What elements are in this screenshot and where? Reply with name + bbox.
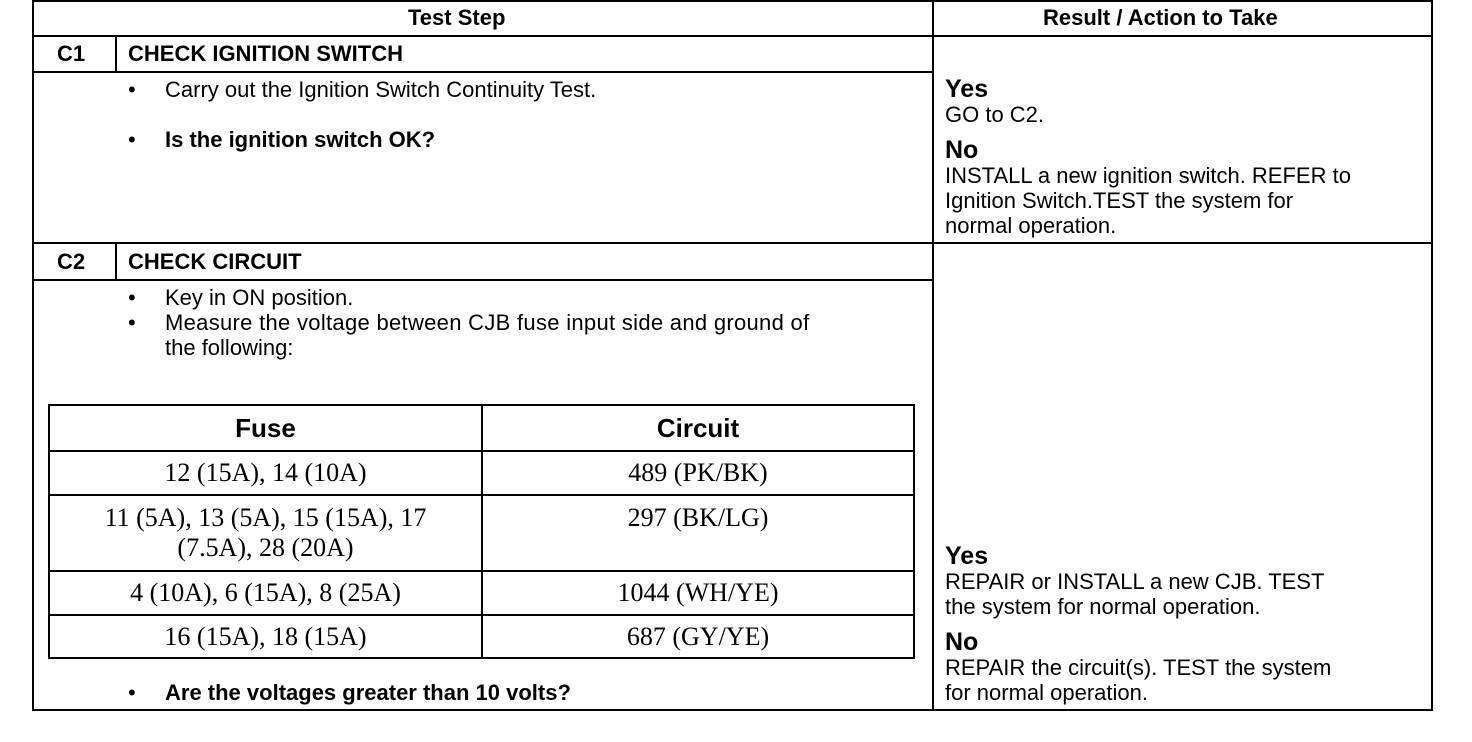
bullet-icon: • xyxy=(128,127,136,152)
c1-step-instruction: Carry out the Ignition Switch Continuity Test. xyxy=(165,77,597,102)
fuse-table-row-divider xyxy=(50,450,913,452)
table-cell-fuse: 12 (15A), 14 (10A) xyxy=(164,458,367,487)
fuse-table-row-divider xyxy=(50,494,913,496)
bullet-icon: • xyxy=(128,77,136,102)
c1-step-title: CHECK IGNITION SWITCH xyxy=(128,41,403,66)
c1-yes-label: Yes xyxy=(945,75,989,103)
fuse-table-row-divider xyxy=(50,570,913,572)
bullet-icon: • xyxy=(128,680,136,705)
c1-title-divider xyxy=(32,71,933,73)
c1-no-label: No xyxy=(945,136,979,164)
c2-step-id: C2 xyxy=(57,249,86,274)
column-divider xyxy=(932,0,934,711)
bullet-icon: • xyxy=(128,285,136,310)
c2-no-label: No xyxy=(945,628,979,656)
test-step-header: Test Step xyxy=(408,5,506,30)
header-divider xyxy=(32,35,1433,37)
c2-step-instruction-continued: the following: xyxy=(165,335,294,360)
c2-step-instruction: Measure the voltage between CJB fuse input side and ground of xyxy=(165,310,810,335)
c2-id-divider xyxy=(115,242,117,280)
fuse-table-row-divider xyxy=(50,614,913,616)
c2-yes-label: Yes xyxy=(945,542,989,570)
table-cell-fuse: 16 (15A), 18 (15A) xyxy=(164,622,367,651)
table-cell-circuit: 1044 (WH/YE) xyxy=(617,578,779,607)
table-cell-fuse: 4 (10A), 6 (15A), 8 (25A) xyxy=(130,578,401,607)
c2-title-divider xyxy=(32,279,933,281)
table-cell-circuit: 489 (PK/BK) xyxy=(628,458,768,487)
fuse-circuit-table xyxy=(48,404,915,659)
c1-step-id: C1 xyxy=(57,41,86,66)
c1-no-action: INSTALL a new ignition switch. REFER to Ignition Switch.TEST the system for normal operation. xyxy=(945,163,1351,238)
c2-no-action: REPAIR the circuit(s). TEST the system for normal operation. xyxy=(945,655,1332,705)
c1-c2-divider xyxy=(32,242,1433,244)
c2-yes-action: REPAIR or INSTALL a new CJB. TEST the system for normal operation. xyxy=(945,569,1325,619)
c2-step-instruction: Key in ON position. xyxy=(165,285,354,310)
c1-id-divider xyxy=(115,35,117,72)
fuse-column-header: Fuse xyxy=(235,413,296,443)
table-cell-circuit: 297 (BK/LG) xyxy=(627,503,769,532)
c1-question: Is the ignition switch OK? xyxy=(165,127,436,152)
c2-question: Are the voltages greater than 10 volts? xyxy=(165,680,571,705)
circuit-column-header: Circuit xyxy=(656,413,740,443)
table-cell-circuit: 687 (GY/YE) xyxy=(626,622,770,651)
c2-step-title: CHECK CIRCUIT xyxy=(128,249,302,274)
result-action-header: Result / Action to Take xyxy=(1043,5,1278,30)
bullet-icon: • xyxy=(128,310,136,335)
table-cell-fuse: 11 (5A), 13 (5A), 15 (15A), 17 (7.5A), 28 (20A) xyxy=(104,503,427,562)
c1-yes-action: GO to C2. xyxy=(945,102,1045,127)
